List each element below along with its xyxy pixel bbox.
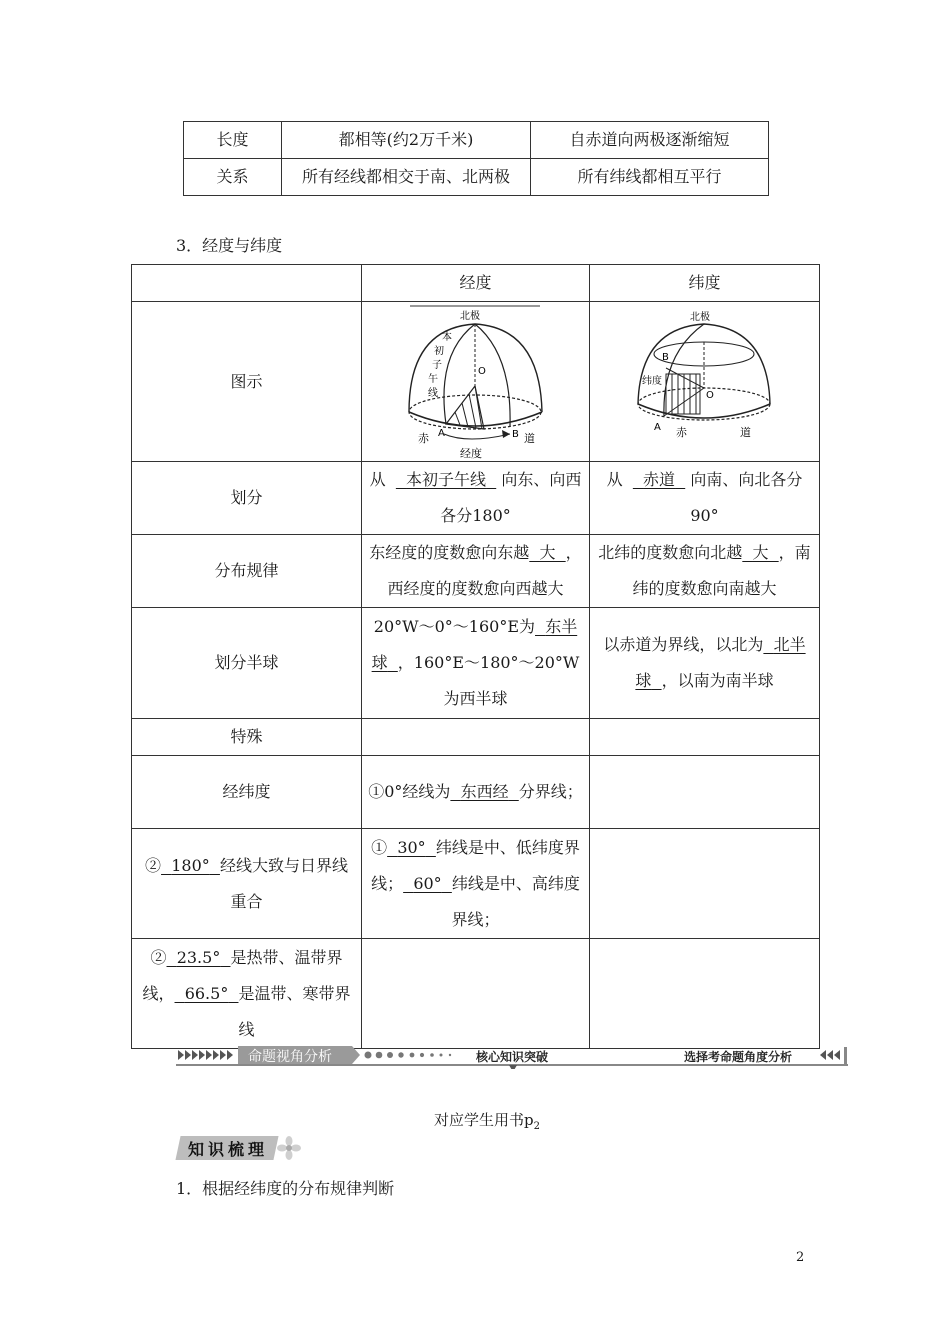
- text: 分界线；: [518, 782, 583, 801]
- equator-dao-label: 道: [740, 425, 751, 439]
- point-a-label: A: [438, 427, 445, 439]
- empty-cell: [590, 756, 820, 829]
- meridian-char: 线: [428, 387, 438, 399]
- item-1: 1．根据经纬度的分布规律判断: [176, 1179, 395, 1198]
- empty-cell: [590, 939, 820, 1049]
- text: 从: [369, 470, 386, 489]
- answer-blank: [161, 856, 220, 875]
- row-label: 划分: [132, 462, 362, 535]
- answer-text: 本初子午线: [406, 470, 487, 489]
- row-label: 长度: [184, 122, 282, 159]
- answer-text: 东半球: [371, 617, 578, 672]
- latitude-hemisphere-figure: [590, 304, 818, 460]
- text: ①0°经线为: [368, 782, 451, 801]
- meridian-char: 初: [434, 345, 444, 357]
- reference-text: [434, 1109, 540, 1132]
- row-label: 关系: [184, 159, 282, 196]
- text: 纬线是中、低纬度界线；: [371, 837, 580, 893]
- text: 20°W～0°～160°E为: [373, 617, 536, 636]
- banner-center-label: 核心知识突破: [476, 1050, 549, 1064]
- header-blank: [132, 265, 362, 302]
- answer-text: 30°: [397, 837, 426, 857]
- row-label: 经纬度: [132, 756, 362, 829]
- answer-text: 东西经: [460, 782, 509, 801]
- text: ，南纬的度数愈向南越大: [632, 543, 811, 598]
- table-row: [132, 756, 820, 829]
- meridian-char: 子: [432, 359, 442, 371]
- table-row: [132, 535, 820, 608]
- table-row: [132, 608, 820, 719]
- meridian-cell: 所有经线都相交于南、北两极: [282, 159, 531, 196]
- text: 是温带、寒带界线: [238, 983, 351, 1039]
- text: ②: [145, 855, 162, 875]
- table-row: [132, 829, 820, 939]
- answer-text: 180°: [171, 855, 210, 875]
- header-latitude: 纬度: [590, 265, 820, 302]
- answer-blank: [450, 782, 518, 801]
- answer-blank: [403, 874, 452, 893]
- page-number: 2: [796, 1250, 805, 1265]
- longitude-hemisphere-cell: [362, 608, 590, 719]
- latitude-division-cell: [590, 462, 820, 535]
- banner-right-label: 选择考命题角度分析: [684, 1050, 793, 1064]
- text: 经线大致与日界线重合: [219, 855, 348, 911]
- answer-text: 赤道: [643, 470, 676, 489]
- row-label: 划分半球: [132, 608, 362, 719]
- answer-blank: [396, 470, 496, 489]
- table-row: [184, 122, 769, 159]
- text: 东经度的度数愈向东越: [369, 543, 530, 562]
- parallel-cell: 所有纬线都相互平行: [531, 159, 769, 196]
- ref-page: 2: [533, 1121, 540, 1132]
- text: 是热带、温带界线，: [142, 947, 343, 1003]
- text: 向东、向西各分180°: [440, 470, 582, 525]
- header-longitude: 经度: [362, 265, 590, 302]
- latitude-figure-cell: [590, 302, 820, 462]
- table-row: [132, 719, 820, 756]
- meridian-char: 午: [428, 373, 438, 385]
- equator-chi-label: 赤: [418, 431, 429, 445]
- ref-text: 对应学生用书p: [434, 1111, 534, 1129]
- meridian-cell: 都相等(约2万千米): [282, 122, 531, 159]
- north-pole-label: 北极: [690, 311, 710, 323]
- answer-blank: [175, 984, 239, 1003]
- text: ，160°E～180°～20°W为西半球: [397, 653, 580, 708]
- zero-meridian-cell: [362, 756, 590, 829]
- center-o-label: O: [706, 389, 714, 401]
- climate-zone-cell: [132, 939, 362, 1049]
- row-label: 图示: [132, 302, 362, 462]
- latitude-hemisphere-cell: [590, 608, 820, 719]
- longitude-label: 经度: [460, 446, 482, 460]
- text: ，西经度的度数愈向西越大: [387, 543, 582, 598]
- longitude-figure-cell: [362, 302, 590, 462]
- answer-text: 北半球: [635, 635, 806, 690]
- point-a-label: A: [654, 421, 661, 433]
- text: ，以南为南半球: [661, 671, 774, 690]
- answer-text: 大: [539, 543, 556, 562]
- empty-cell: [590, 719, 820, 756]
- point-b-label: B: [512, 428, 519, 440]
- text: ②: [150, 947, 167, 967]
- longitude-division-cell: [362, 462, 590, 535]
- empty-cell: [362, 939, 590, 1049]
- text: 向南、向北各分90°: [690, 470, 803, 525]
- longitude-pattern-cell: [362, 535, 590, 608]
- equator-chi-label: 赤: [676, 425, 687, 439]
- banner-left-label: 命题视角分析: [248, 1049, 332, 1065]
- north-pole-label: 北极: [460, 310, 480, 322]
- row-label: 分布规律: [132, 535, 362, 608]
- latitude-label: 纬度: [642, 375, 662, 387]
- section-title: 3．经度与纬度: [176, 236, 283, 255]
- equator-dao-label: 道: [524, 431, 535, 445]
- table-row: [184, 159, 769, 196]
- text: 从: [606, 470, 623, 489]
- text: 北纬的度数愈向北越: [598, 543, 743, 562]
- answer-blank: [167, 948, 231, 967]
- text: 纬线是中、高纬度界线；: [451, 873, 580, 929]
- table-row: [132, 302, 820, 462]
- text: 以赤道为界线，以北为: [603, 635, 764, 654]
- flower-icon: [276, 1135, 302, 1161]
- meridian-char: 本: [442, 331, 452, 343]
- table-row: [132, 462, 820, 535]
- answer-blank: [633, 470, 685, 489]
- answer-blank: [387, 838, 436, 857]
- latitude-pattern-cell: [590, 535, 820, 608]
- answer-text: 23.5°: [176, 947, 221, 967]
- parallel-cell: 自赤道向两极逐渐缩短: [531, 122, 769, 159]
- table-row: [132, 939, 820, 1049]
- answer-text: 66.5°: [184, 983, 229, 1003]
- text: ①: [371, 837, 388, 857]
- main-table: [131, 264, 820, 1049]
- answer-blank: [742, 543, 778, 562]
- empty-cell: [590, 829, 820, 939]
- empty-cell: [362, 719, 590, 756]
- longitude-hemisphere-figure: [362, 304, 588, 460]
- section-banner: [176, 1045, 848, 1067]
- latitude-boundaries-cell: [362, 829, 590, 939]
- point-b-label: B: [662, 351, 669, 363]
- top-table: [183, 121, 769, 196]
- answer-text: 大: [752, 543, 769, 562]
- answer-blank: [529, 543, 565, 562]
- center-o-label: O: [478, 365, 486, 377]
- row-label: 特殊: [132, 719, 362, 756]
- answer-text: 60°: [413, 873, 442, 893]
- meridian-180-cell: [132, 829, 362, 939]
- knowledge-heading: 知识梳理: [188, 1140, 269, 1159]
- table-row: [132, 265, 820, 302]
